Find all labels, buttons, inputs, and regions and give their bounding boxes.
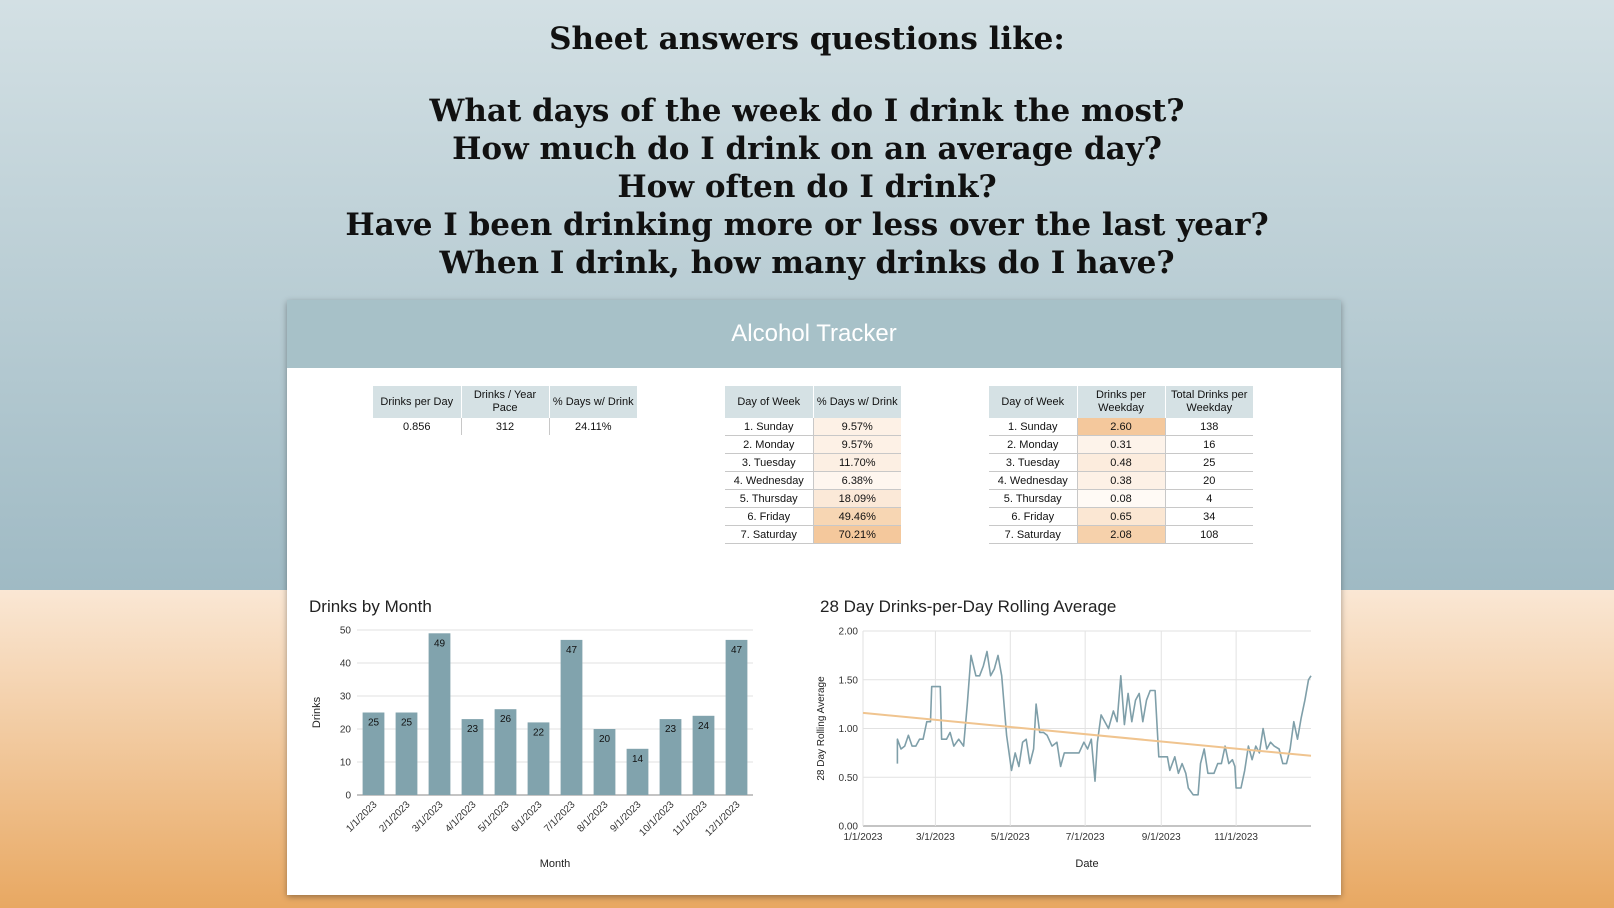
weekday-cell[interactable]: 4. Wednesday bbox=[989, 472, 1077, 490]
weekday-cell[interactable]: 2.08 bbox=[1077, 526, 1165, 544]
summary-cell[interactable]: 312 bbox=[461, 418, 549, 435]
line-chart-title: 28 Day Drinks-per-Day Rolling Average bbox=[820, 597, 1117, 616]
weekday-cell[interactable]: 1. Sunday bbox=[989, 418, 1077, 436]
x-tick-label: 5/1/2023 bbox=[476, 799, 512, 835]
weekday-row bbox=[989, 454, 1253, 472]
y-tick-label: 30 bbox=[339, 691, 351, 703]
weekday-cell[interactable]: 6. Friday bbox=[989, 508, 1077, 526]
weekday-header: Total Drinks per Weekday bbox=[1165, 386, 1253, 418]
weekday-row bbox=[989, 490, 1253, 508]
slide-headline bbox=[0, 18, 1614, 282]
pct-days-row bbox=[725, 454, 901, 472]
pct-days-header: % Days w/ Drink bbox=[813, 386, 901, 418]
x-tick-label: 6/1/2023 bbox=[509, 799, 545, 835]
question-2: How much do I drink on an average day? bbox=[452, 131, 1162, 167]
question-1: What days of the week do I drink the most? bbox=[429, 93, 1185, 129]
weekday-cell[interactable]: 34 bbox=[1165, 508, 1253, 526]
pct-days-cell[interactable]: 2. Monday bbox=[725, 436, 813, 454]
series-line bbox=[897, 652, 1311, 795]
x-tick-label: 1/1/2023 bbox=[843, 832, 883, 843]
pct-days-cell[interactable]: 11.70% bbox=[813, 454, 901, 472]
y-axis-label: Drinks bbox=[311, 696, 323, 729]
y-tick-label: 20 bbox=[339, 724, 351, 736]
weekday-row bbox=[989, 472, 1253, 490]
x-tick-label: 8/1/2023 bbox=[575, 799, 611, 835]
pct-days-cell[interactable]: 9.57% bbox=[813, 418, 901, 436]
bar-data-label: 23 bbox=[466, 724, 479, 736]
summary-cell[interactable]: 0.856 bbox=[373, 418, 461, 435]
y-tick-label: 10 bbox=[339, 757, 351, 769]
x-tick-label: 3/1/2023 bbox=[915, 832, 955, 843]
pct-days-cell[interactable]: 7. Saturday bbox=[725, 526, 813, 544]
bar-chart-title: Drinks by Month bbox=[309, 597, 432, 616]
pct-days-cell[interactable]: 18.09% bbox=[813, 490, 901, 508]
x-tick-label: 5/1/2023 bbox=[990, 832, 1030, 843]
weekday-row bbox=[989, 418, 1253, 436]
x-tick-label: 10/1/2023 bbox=[637, 799, 677, 839]
bar-data-label: 49 bbox=[433, 638, 446, 650]
line-chart bbox=[807, 620, 1337, 895]
weekday-cell[interactable]: 20 bbox=[1165, 472, 1253, 490]
y-tick-label: 2.00 bbox=[838, 626, 858, 638]
x-tick-label: 12/1/2023 bbox=[703, 799, 743, 839]
weekday-cell[interactable]: 7. Saturday bbox=[989, 526, 1077, 544]
bar-chart bbox=[287, 620, 757, 895]
weekday-cell[interactable]: 2.60 bbox=[1077, 418, 1165, 436]
pct-days-row bbox=[725, 490, 901, 508]
x-tick-label: 1/1/2023 bbox=[344, 799, 380, 835]
summary-header: Drinks per Day bbox=[373, 386, 461, 418]
weekday-header: Drinks per Weekday bbox=[1077, 386, 1165, 418]
y-tick-label: 0 bbox=[345, 790, 351, 802]
weekday-cell[interactable]: 3. Tuesday bbox=[989, 454, 1077, 472]
y-tick-label: 1.50 bbox=[838, 675, 858, 687]
pct-days-cell[interactable]: 4. Wednesday bbox=[725, 472, 813, 490]
weekday-header: Day of Week bbox=[989, 386, 1077, 418]
weekday-cell[interactable]: 0.31 bbox=[1077, 436, 1165, 454]
sheet-panel bbox=[287, 300, 1341, 895]
bar-data-label: 20 bbox=[598, 734, 611, 745]
pct-days-cell[interactable]: 70.21% bbox=[813, 526, 901, 544]
x-axis-label: Date bbox=[1075, 858, 1099, 870]
summary-header: % Days w/ Drink bbox=[549, 386, 637, 418]
bar bbox=[561, 640, 583, 795]
bar bbox=[726, 640, 748, 795]
pct-days-cell[interactable]: 9.57% bbox=[813, 436, 901, 454]
question-4: Have I been drinking more or less over the last year? bbox=[345, 207, 1269, 243]
summary-cell[interactable]: 24.11% bbox=[575, 420, 612, 433]
bar-data-label: 14 bbox=[631, 753, 644, 765]
x-tick-label: 11/1/2023 bbox=[1214, 832, 1259, 843]
slide-heading: Sheet answers questions like: bbox=[549, 21, 1065, 57]
bar bbox=[429, 633, 451, 795]
weekday-row bbox=[989, 526, 1253, 544]
pct-days-header: Day of Week bbox=[725, 386, 813, 418]
weekday-cell[interactable]: 16 bbox=[1165, 436, 1253, 454]
bar-data-label: 24 bbox=[697, 720, 710, 732]
x-tick-label: 2/1/2023 bbox=[377, 799, 413, 835]
weekday-cell[interactable]: 2. Monday bbox=[989, 436, 1077, 454]
weekday-cell[interactable]: 138 bbox=[1165, 418, 1253, 436]
pct-days-table bbox=[725, 386, 901, 544]
bar-data-label: 22 bbox=[532, 727, 545, 739]
weekday-table bbox=[989, 386, 1253, 544]
pct-days-row bbox=[725, 508, 901, 526]
summary-table bbox=[373, 386, 637, 435]
x-tick-label: 3/1/2023 bbox=[410, 799, 446, 835]
weekday-cell[interactable]: 0.65 bbox=[1077, 508, 1165, 526]
weekday-cell[interactable]: 5. Thursday bbox=[989, 490, 1077, 508]
x-tick-label: 7/1/2023 bbox=[542, 799, 578, 835]
weekday-cell[interactable]: 108 bbox=[1165, 526, 1253, 544]
question-5: When I drink, how many drinks do I have? bbox=[439, 245, 1175, 281]
weekday-cell[interactable]: 25 bbox=[1165, 454, 1253, 472]
weekday-cell[interactable]: 0.38 bbox=[1077, 472, 1165, 490]
x-tick-label: 7/1/2023 bbox=[1065, 832, 1105, 843]
pct-days-row bbox=[725, 472, 901, 490]
pct-days-cell[interactable]: 6.38% bbox=[813, 472, 901, 490]
bar-data-label: 26 bbox=[499, 714, 512, 726]
weekday-cell[interactable]: 4 bbox=[1165, 490, 1253, 508]
x-axis-label: Month bbox=[539, 858, 571, 870]
pct-days-cell[interactable]: 49.46% bbox=[813, 508, 901, 526]
pct-days-cell[interactable]: 5. Thursday bbox=[725, 490, 813, 508]
weekday-row bbox=[989, 436, 1253, 454]
pct-days-cell[interactable]: 6. Friday bbox=[725, 508, 813, 526]
bar-data-label: 25 bbox=[400, 717, 413, 729]
x-tick-label: 11/1/2023 bbox=[670, 799, 710, 839]
pct-days-row bbox=[725, 418, 901, 436]
y-tick-label: 0.00 bbox=[838, 821, 858, 833]
y-tick-label: 0.50 bbox=[838, 772, 858, 784]
x-tick-label: 9/1/2023 bbox=[608, 799, 644, 835]
x-tick-label: 4/1/2023 bbox=[443, 799, 479, 835]
bar-data-label: 47 bbox=[565, 644, 578, 656]
pct-days-cell[interactable]: 3. Tuesday bbox=[725, 454, 813, 472]
y-tick-label: 50 bbox=[339, 625, 351, 637]
summary-header: Drinks / Year Pace bbox=[461, 386, 549, 418]
weekday-cell[interactable]: 0.48 bbox=[1077, 454, 1165, 472]
y-tick-label: 40 bbox=[339, 658, 351, 670]
question-3: How often do I drink? bbox=[617, 169, 997, 205]
bar-data-label: 47 bbox=[730, 644, 743, 656]
x-tick-label: 9/1/2023 bbox=[1141, 832, 1181, 843]
y-axis-label: 28 Day Rolling Average bbox=[816, 676, 827, 781]
weekday-row bbox=[989, 508, 1253, 526]
pct-days-row bbox=[725, 526, 901, 544]
pct-days-cell[interactable]: 1. Sunday bbox=[725, 418, 813, 436]
bar-data-label: 23 bbox=[664, 724, 677, 736]
pct-days-row bbox=[725, 436, 901, 454]
y-tick-label: 1.00 bbox=[838, 724, 858, 735]
bar-data-label: 25 bbox=[367, 717, 380, 729]
sheet-title: Alcohol Tracker bbox=[287, 300, 1341, 368]
weekday-cell[interactable]: 0.08 bbox=[1077, 490, 1165, 508]
